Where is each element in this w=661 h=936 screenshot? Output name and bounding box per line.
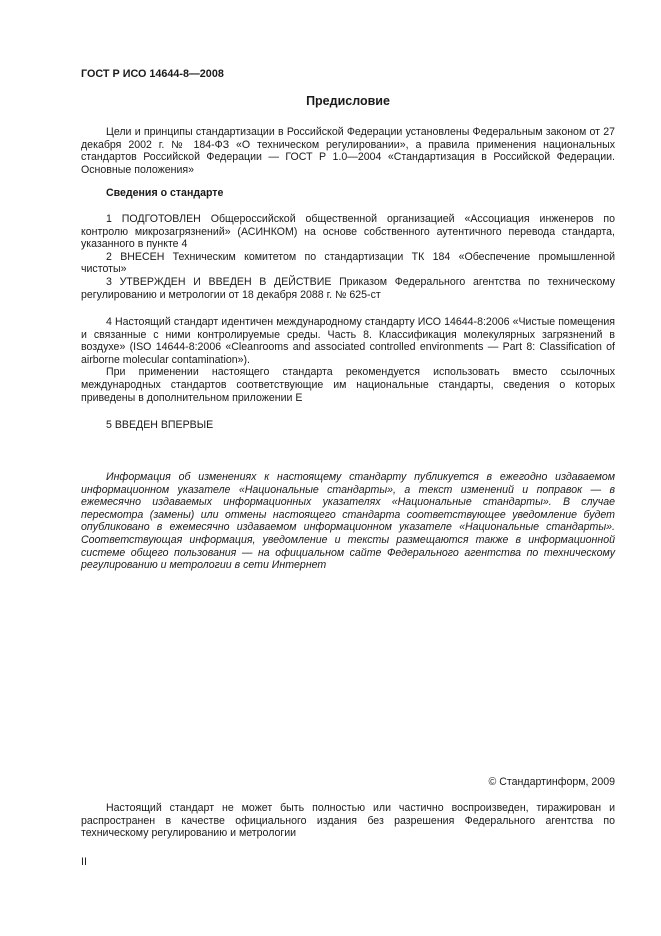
item-4-note: При применении настоящего стандарта рекомендуется использовать вместо ссылочных международных стандартов соответствующие им национальные стандарты, сведения о которых приведены в дополнительном приложении Е: [81, 366, 615, 404]
intro-paragraph-block: [81, 126, 615, 176]
item-1: 1 ПОДГОТОВЛЕН Общероссийской общественной организацией «Ассоциация инженеров по контролю микрозагрязнений» (АСИНКОМ) на основе собственного аутентичного перевода стандарта, указанного в пункте 4: [81, 213, 615, 251]
section-title: Предисловие: [306, 94, 390, 108]
intro-paragraph: Цели и принципы стандартизации в Российской Федерации установлены Федеральным законом от 27 декабря 2002 г. № 184-ФЗ «О техническом регулировании», а правила применения национальных стандартов Российской Федерации — ГОСТ Р 1.0—2004 «Стандартизация в Российской Федерации. Основные положения»: [81, 126, 615, 176]
info-notice: Информация об изменениях к настоящему стандарту публикуется в ежегодно издаваемом информационном указателе «Национальные стандарты», а текст изменений и поправок — в ежемесячно издаваемых информационных указателях «Национальные стандарты». В случае пересмотра (замены) или отмены настоящего стандарта соответствующее уведомление будет опубликовано в ежемесячно издаваемом информационном указателе «Национальные стандарты». Соответствующая информация, уведомление и тексты размещаются также в информационной системе общего пользования — на официальном сайте Федерального агентства по техническому регулированию и метрологии в сети Интернет: [81, 471, 615, 572]
page-number: II: [81, 856, 87, 868]
copyright-line: © Стандартинформ, 2009: [488, 776, 615, 788]
item-2: 2 ВНЕСЕН Техническим комитетом по стандартизации ТК 184 «Обеспечение промышленной чистоты»: [81, 250, 615, 276]
document-id-header: ГОСТ Р ИСО 14644-8—2008: [81, 68, 224, 80]
item-5-block: [81, 419, 615, 432]
reproduction-notice: Настоящий стандарт не может быть полностью или частично воспроизведен, тиражирован и распространен в качестве официального издания без разрешения Федерального агентства по техническому регулированию и метрологии: [81, 802, 615, 840]
about-heading-block: [81, 187, 615, 200]
info-notice-block: [81, 471, 615, 572]
items-1-3-block: [81, 213, 615, 301]
about-heading: Сведения о стандарте: [106, 187, 224, 199]
reproduction-notice-block: [81, 802, 615, 840]
item-5: 5 ВВЕДЕН ВПЕРВЫЕ: [106, 419, 214, 431]
item-3: 3 УТВЕРЖДЕН И ВВЕДЕН В ДЕЙСТВИЕ Приказом Федерального агентства по техническому регулированию и метрологии от 18 декабря 2088 г. № 625-ст: [81, 275, 615, 301]
item-4-block: [81, 316, 615, 404]
item-4: 4 Настоящий стандарт идентичен международному стандарту ИСО 14644-8:2006 «Чистые помещения и связанные с ними контролируемые среды. Часть 8. Классификация молекулярных загрязнений в воздухе» (ISO 14644-8:2006 «Cleanrooms and associated controlled environments — Part 8: Classification of airborne molecular contamination»).: [81, 316, 615, 366]
